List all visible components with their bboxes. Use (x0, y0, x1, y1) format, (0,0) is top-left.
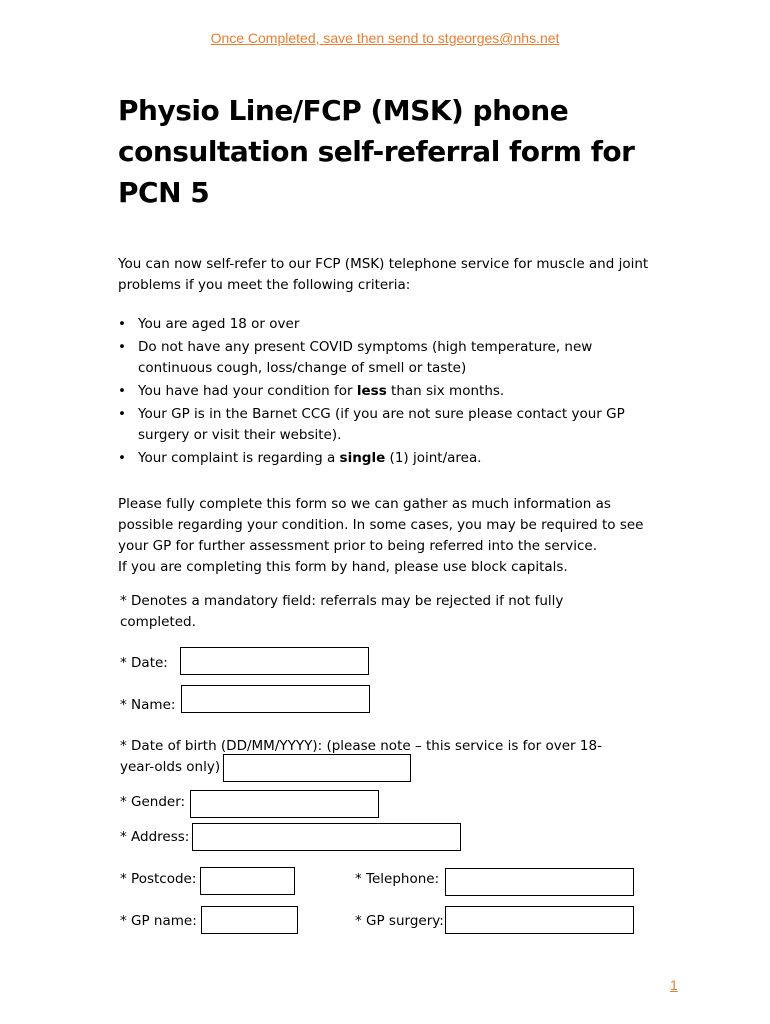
page-number: 1 (670, 977, 678, 993)
gp-surgery-field[interactable] (445, 906, 634, 934)
date-label: * Date: (120, 655, 168, 671)
list-item: • Do not have any present COVID symptoms (high temperature, new continuous cough, loss/change of smell or taste) (118, 337, 638, 379)
address-label: * Address: (120, 829, 190, 845)
list-item: • You are aged 18 or over (118, 314, 638, 335)
telephone-label: * Telephone: (355, 871, 440, 887)
dob-label: * Date of birth (DD/MM/YYYY): (please note – this service is for over 18-year-olds only) (120, 738, 602, 775)
postcode-field[interactable] (200, 867, 295, 895)
telephone-field[interactable] (445, 868, 634, 896)
postcode-label: * Postcode: (120, 871, 197, 887)
gp-name-field[interactable] (201, 906, 298, 934)
gender-label: * Gender: (120, 794, 186, 810)
gp-surgery-label: * GP surgery: (355, 913, 444, 929)
intro-paragraph: You can now self-refer to our FCP (MSK) telephone service for muscle and joint problems if you meet the following criteria: (118, 256, 649, 293)
block-capitals-note: If you are completing this form by hand, please use block capitals. (118, 559, 568, 575)
name-label: * Name: (120, 697, 176, 713)
list-item: • Your GP is in the Barnet CCG (if you are not sure please contact your GP surgery or visit their website). (118, 404, 638, 446)
name-field[interactable] (181, 685, 370, 713)
gp-name-label: * GP name: (120, 913, 197, 929)
list-item: • Your complaint is regarding a single (1) joint/area. (118, 448, 638, 469)
mandatory-note: * Denotes a mandatory field: referrals may be rejected if not fully completed. (120, 593, 564, 630)
instructions-text: Please fully complete this form so we can gather as much information as possible regarding your condition. In some cases, you may be required to see your GP for further assessment prior to being referred into the service. (118, 496, 644, 554)
list-item: • You have had your condition for less than six months. (118, 381, 638, 402)
instructions-paragraph (118, 494, 658, 578)
email-instruction-link[interactable]: Once Completed, save then send to stgeorges@nhs.net (210, 30, 560, 46)
dob-field[interactable] (223, 754, 411, 782)
gender-field[interactable] (190, 790, 379, 818)
criteria-list (118, 314, 638, 471)
date-field[interactable] (180, 647, 369, 675)
page-title: Physio Line/FCP (MSK) phone consultation self-referral form for PCN 5 (118, 94, 635, 209)
address-field[interactable] (192, 823, 461, 851)
